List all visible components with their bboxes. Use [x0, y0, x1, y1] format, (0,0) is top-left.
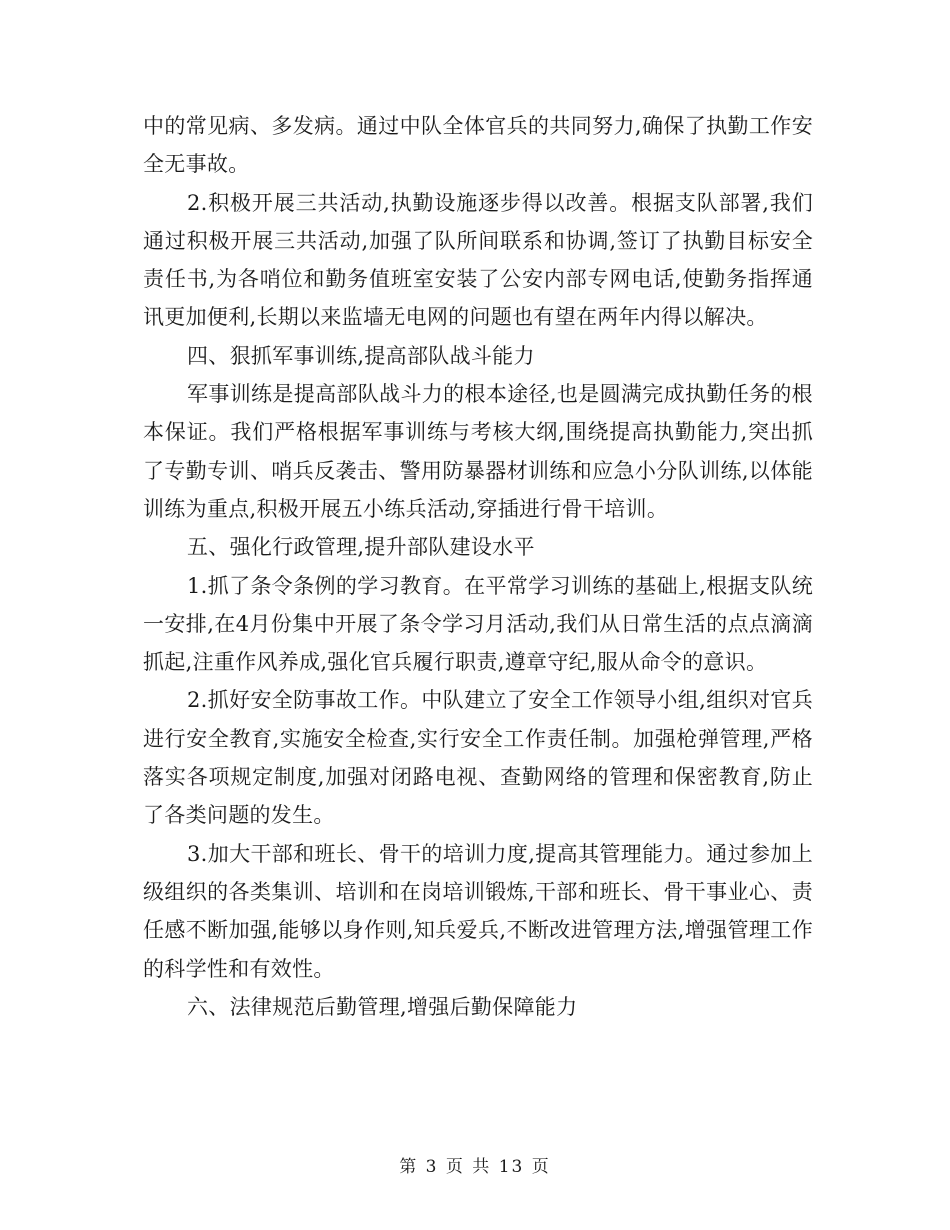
- paragraph-4: 军事训练是提高部队战斗力的根本途径,也是圆满完成执勤任务的根本保证。我们严格根据军事训练与考核大纲,围绕提高执勤能力,突出抓了专勤专训、哨兵反袭击、警用防暴器材训练和应急小分队训练,以体能训练为重点,积极开展五小练兵活动,穿插进行骨干培训。: [143, 382, 813, 521]
- section-heading-4: 四、狠抓军事训练,提高部队战斗能力: [187, 343, 535, 368]
- paragraph-7: 2.抓好安全防事故工作。中队建立了安全工作领导小组,组织对官兵进行安全教育,实施安全检查,实行安全工作责任制。加强枪弹管理,严格落实各项规定制度,加强对闭路电视、查勤网络的管理和保密教育,防止了各类问题的发生。: [143, 688, 813, 828]
- paragraph-2: 2.积极开展三共活动,执勤设施逐步得以改善。根据支队部署,我们通过积极开展三共活动,加强了队所间联系和协调,签订了执勤目标安全责任书,为各哨位和勤务值班室安装了公安内部专网电话,使勤务指挥通讯更加便利,长期以来监墙无电网的问题也有望在两年内得以解决。: [143, 190, 813, 330]
- paragraph-8: 3.加大干部和班长、骨干的培训力度,提高其管理能力。通过参加上级组织的各类集训、培训和在岗培训锻炼,干部和班长、骨干事业心、责任感不断加强,能够以身作则,知兵爱兵,不断改进管理方法,增强管理工作的科学性和有效性。: [143, 841, 813, 981]
- document-body: [143, 107, 813, 1026]
- paragraph-6: 1.抓了条令条例的学习教育。在平常学习训练的基础上,根据支队统一安排,在4月份集中开展了条令学习月活动,我们从日常生活的点点滴滴抓起,注重作风养成,强化官兵履行职责,遵章守纪,服从命令的意识。: [143, 573, 813, 675]
- page-footer: 第 3 页 共 13 页: [399, 1157, 551, 1177]
- paragraph-1: 中的常见病、多发病。通过中队全体官兵的共同努力,确保了执勤工作安全无事故。: [143, 114, 813, 177]
- section-heading-5: 五、强化行政管理,提升部队建设水平: [187, 535, 535, 560]
- section-heading-6: 六、法律规范后勤管理,增强后勤保障能力: [187, 994, 578, 1019]
